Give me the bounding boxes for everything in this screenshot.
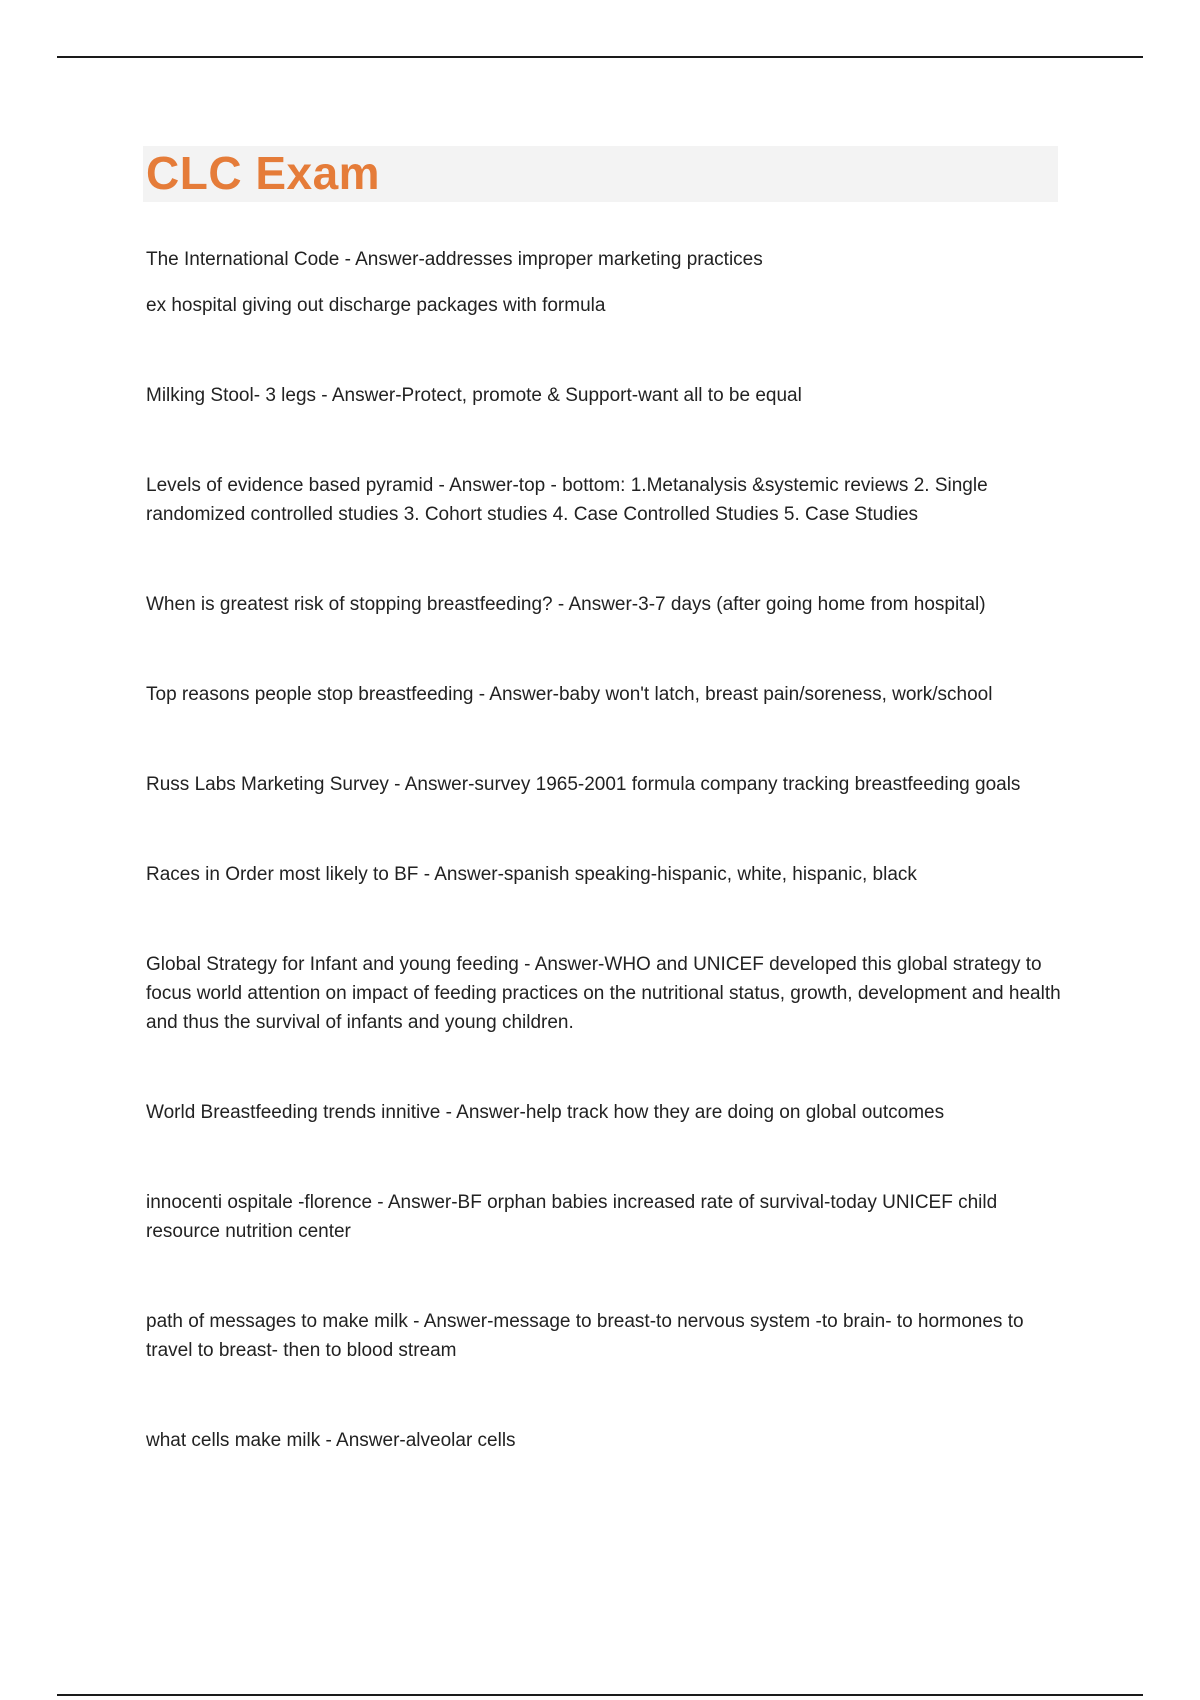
entry-world-trends: World Breastfeeding trends innitive - Answer-help track how they are doing on global outcomes: [146, 1102, 945, 1123]
entry-top-reasons: Top reasons people stop breastfeeding - Answer-baby won't latch, breast pain/soreness, work/school: [146, 684, 993, 705]
document-body: [146, 245, 1066, 1455]
page-title: CLC Exam: [146, 147, 381, 199]
entry-innocenti: innocenti ospitale -florence - Answer-BF orphan babies increased rate of survival-today UNICEF child resource nutrition center: [146, 1192, 1003, 1242]
entry-russ-labs: Russ Labs Marketing Survey - Answer-survey 1965-2001 formula company tracking breastfeeding goals: [146, 774, 1021, 795]
entry-international-code-example: ex hospital giving out discharge packages with formula: [146, 295, 606, 316]
entry-international-code: The International Code - Answer-addresses improper marketing practices: [146, 249, 763, 270]
entry-milking-stool: Milking Stool- 3 legs - Answer-Protect, promote & Support-want all to be equal: [146, 385, 802, 406]
entry-milk-cells: what cells make milk - Answer-alveolar cells: [146, 1430, 516, 1451]
entry-path-of-messages: path of messages to make milk - Answer-message to breast-to nervous system -to brain- to hormones to travel to breast- then to blood stream: [146, 1311, 1029, 1361]
bottom-rule: [57, 1694, 1143, 1696]
entry-races-order: Races in Order most likely to BF - Answer-spanish speaking-hispanic, white, hispanic, black: [146, 864, 917, 885]
entry-global-strategy: Global Strategy for Infant and young feeding - Answer-WHO and UNICEF developed this global strategy to focus world attention on impact of feeding practices on the nutritional status, growth, development and health and thus the survival of infants and young children.: [146, 954, 1066, 1033]
top-rule: [57, 56, 1143, 58]
entry-greatest-risk: When is greatest risk of stopping breastfeeding? - Answer-3-7 days (after going home from hospital): [146, 594, 986, 615]
entry-evidence-pyramid: Levels of evidence based pyramid - Answer-top - bottom: 1.Metanalysis &systemic reviews 2. Single randomized controlled studies 3. Cohort studies 4. Case Controlled Studies 5. Case Studies: [146, 475, 993, 525]
